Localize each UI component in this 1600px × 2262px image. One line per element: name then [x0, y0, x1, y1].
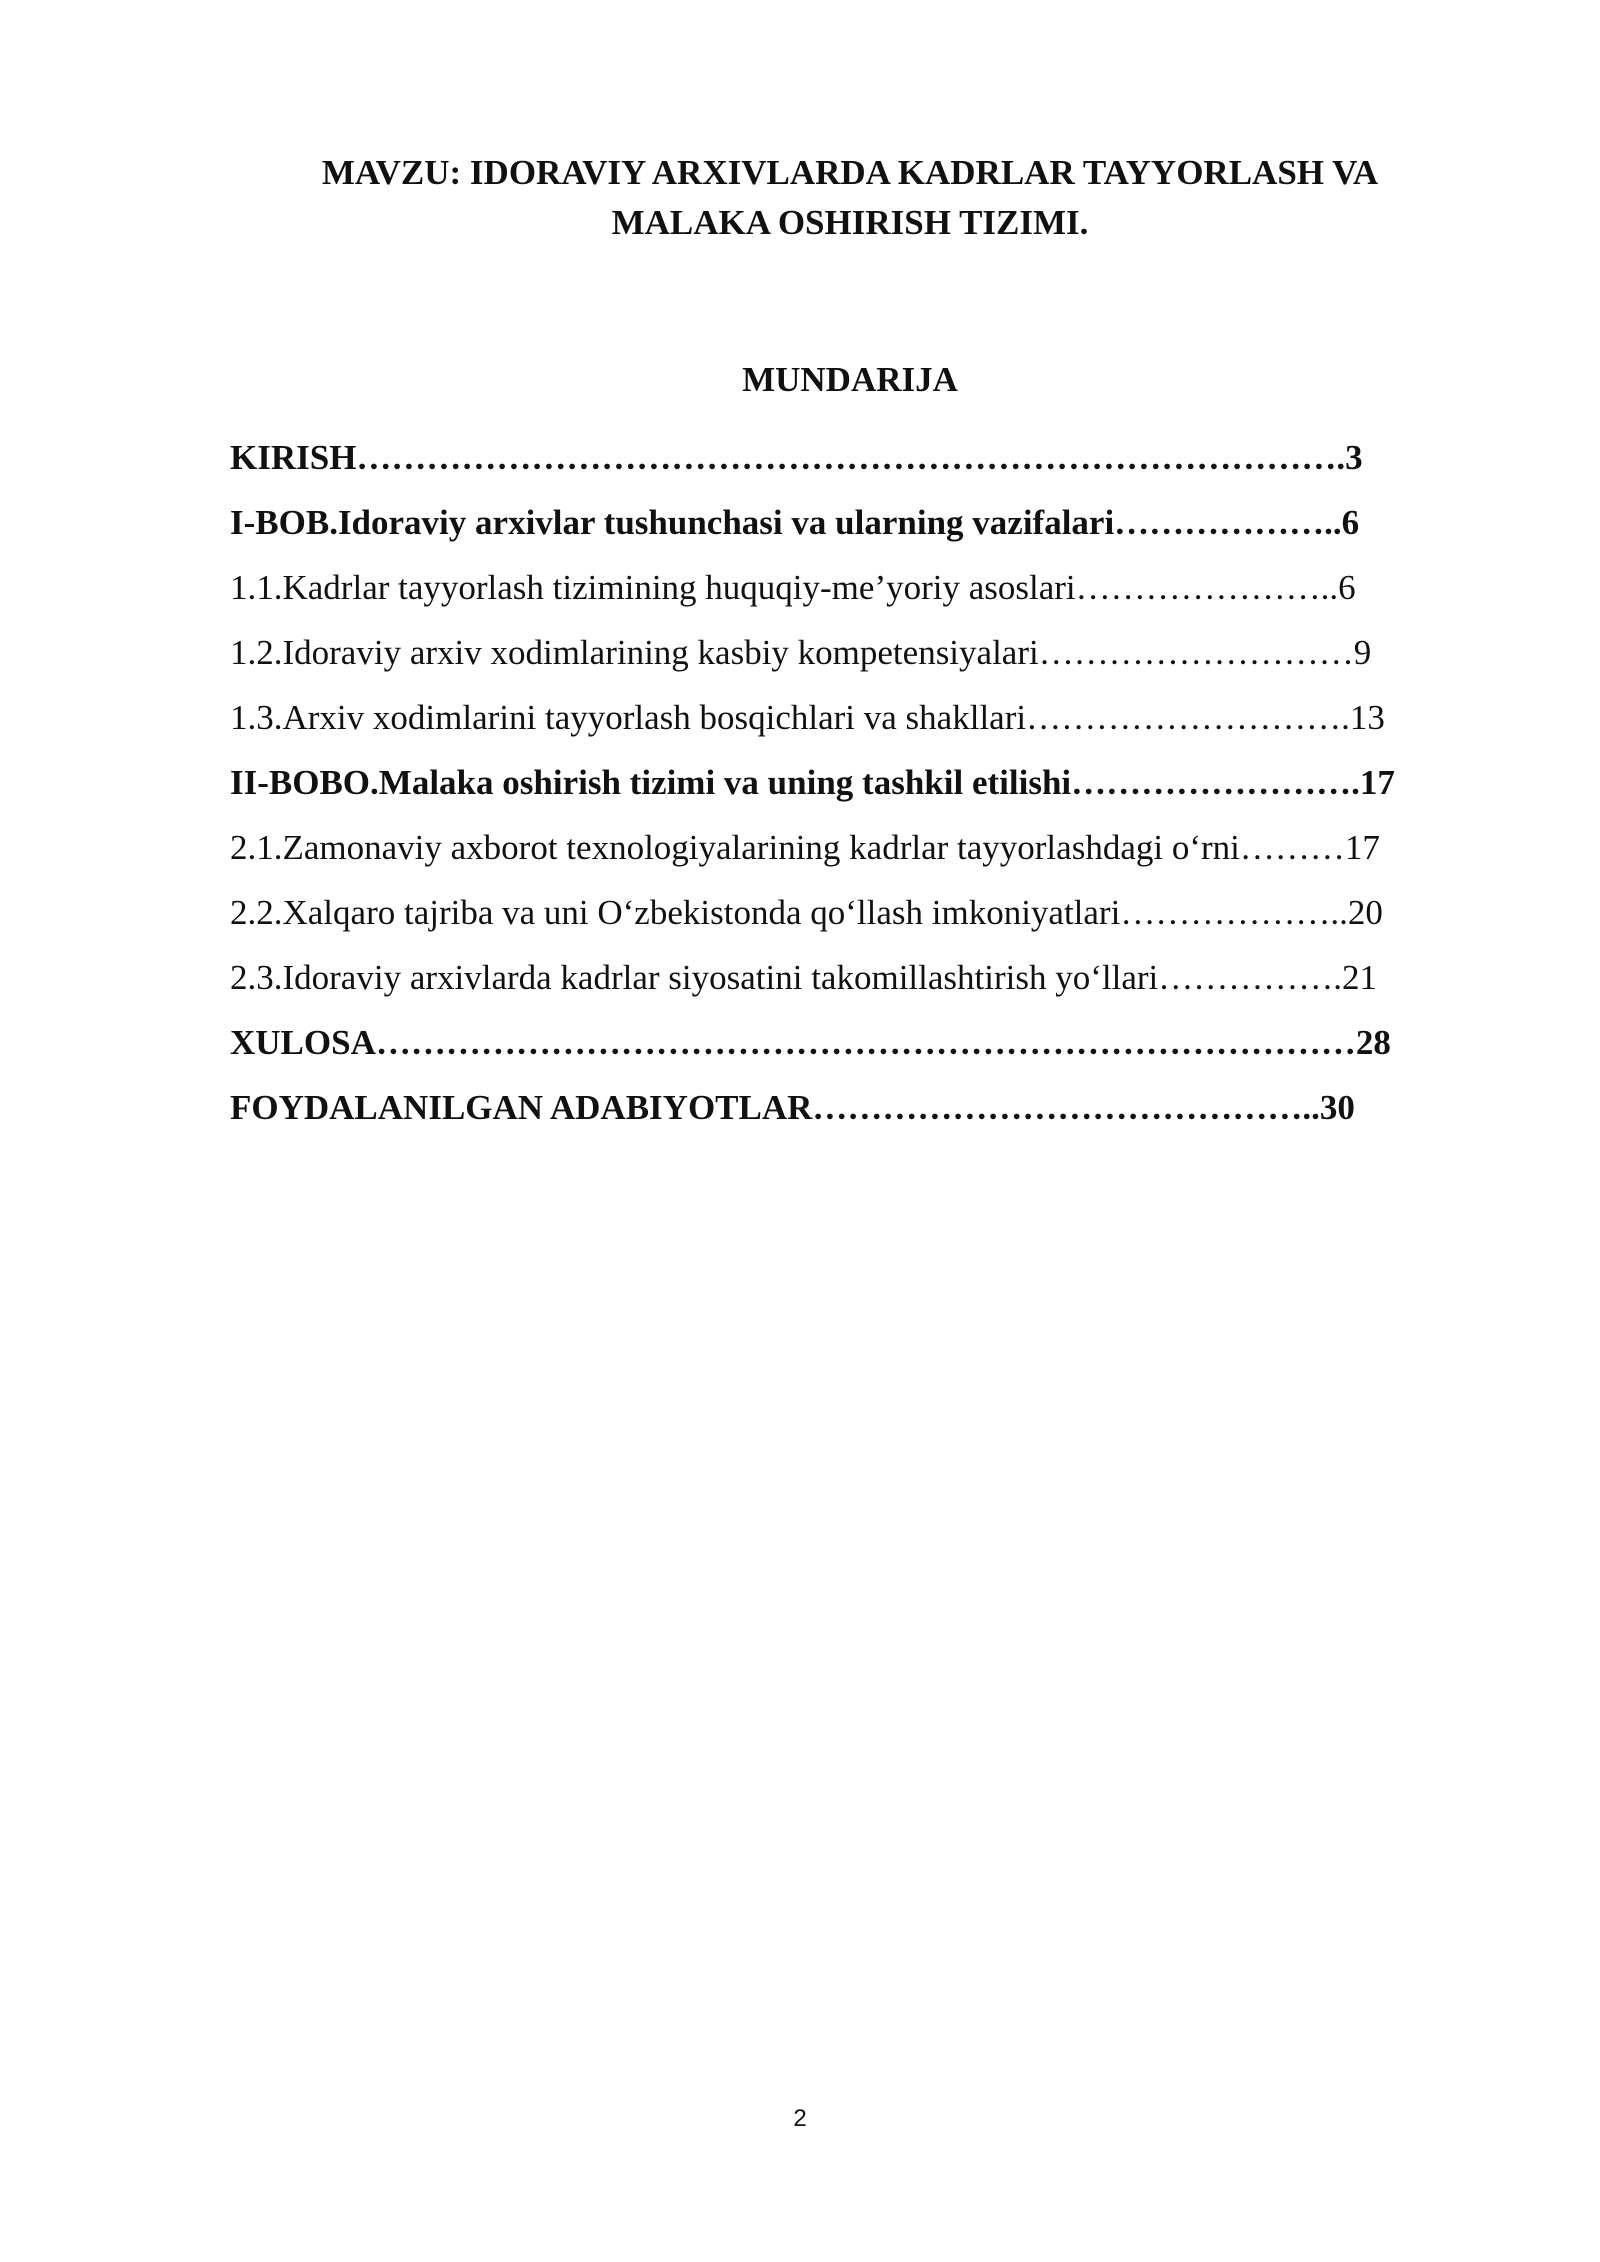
toc-entry-kirish: KIRISH………………………………………………………………………….3 — [230, 438, 1363, 477]
table-of-contents — [230, 428, 1490, 1143]
toc-entry-xulosa: XULOSA…………………………………………………………………………28 — [230, 1023, 1391, 1062]
toc-entry-2-3: 2.3.Idoraviy arxivlarda kadrlar siyosatini takomillashtirish yo‘llari…………….21 — [230, 958, 1377, 997]
toc-entry-1-3: 1.3.Arxiv xodimlarini tayyorlash bosqichlari va shakllari……………………….13 — [230, 698, 1385, 737]
toc-entry-1-1: 1.1.Kadrlar tayyorlash tizimining huquqiy-me’yoriy asoslari…………………..6 — [230, 568, 1356, 607]
title-line-2: MALAKA OSHIRISH TIZIMI. — [611, 203, 1089, 242]
toc-entry-chapter-1: I-BOB.Idoraviy arxivlar tushunchasi va ularning vazifalari………………..6 — [230, 503, 1360, 542]
page-number: 2 — [793, 2105, 807, 2132]
toc-entry-2-1: 2.1.Zamonaviy axborot texnologiyalarining kadrlar tayyorlashdagi o‘rni………17 — [230, 828, 1380, 867]
toc-entry-references: FOYDALANILGAN ADABIYOTLAR……………………………………..30 — [230, 1088, 1355, 1127]
toc-entry-1-2: 1.2.Idoraviy arxiv xodimlarining kasbiy kompetensiyalari………………………9 — [230, 633, 1372, 672]
toc-heading: MUNDARIJA — [742, 360, 958, 399]
toc-entry-chapter-2: II-BOBO.Malaka oshirish tizimi va uning tashkil etilishi…………………….17 — [230, 763, 1395, 802]
title-line-1: MAVZU: IDORAVIY ARXIVLARDA KADRLAR TAYYORLASH VA — [321, 153, 1379, 192]
page-title — [230, 148, 1470, 248]
toc-entry-2-2: 2.2.Xalqaro tajriba va uni O‘zbekistonda qo‘llash imkoniyatlari………………..20 — [230, 893, 1383, 932]
